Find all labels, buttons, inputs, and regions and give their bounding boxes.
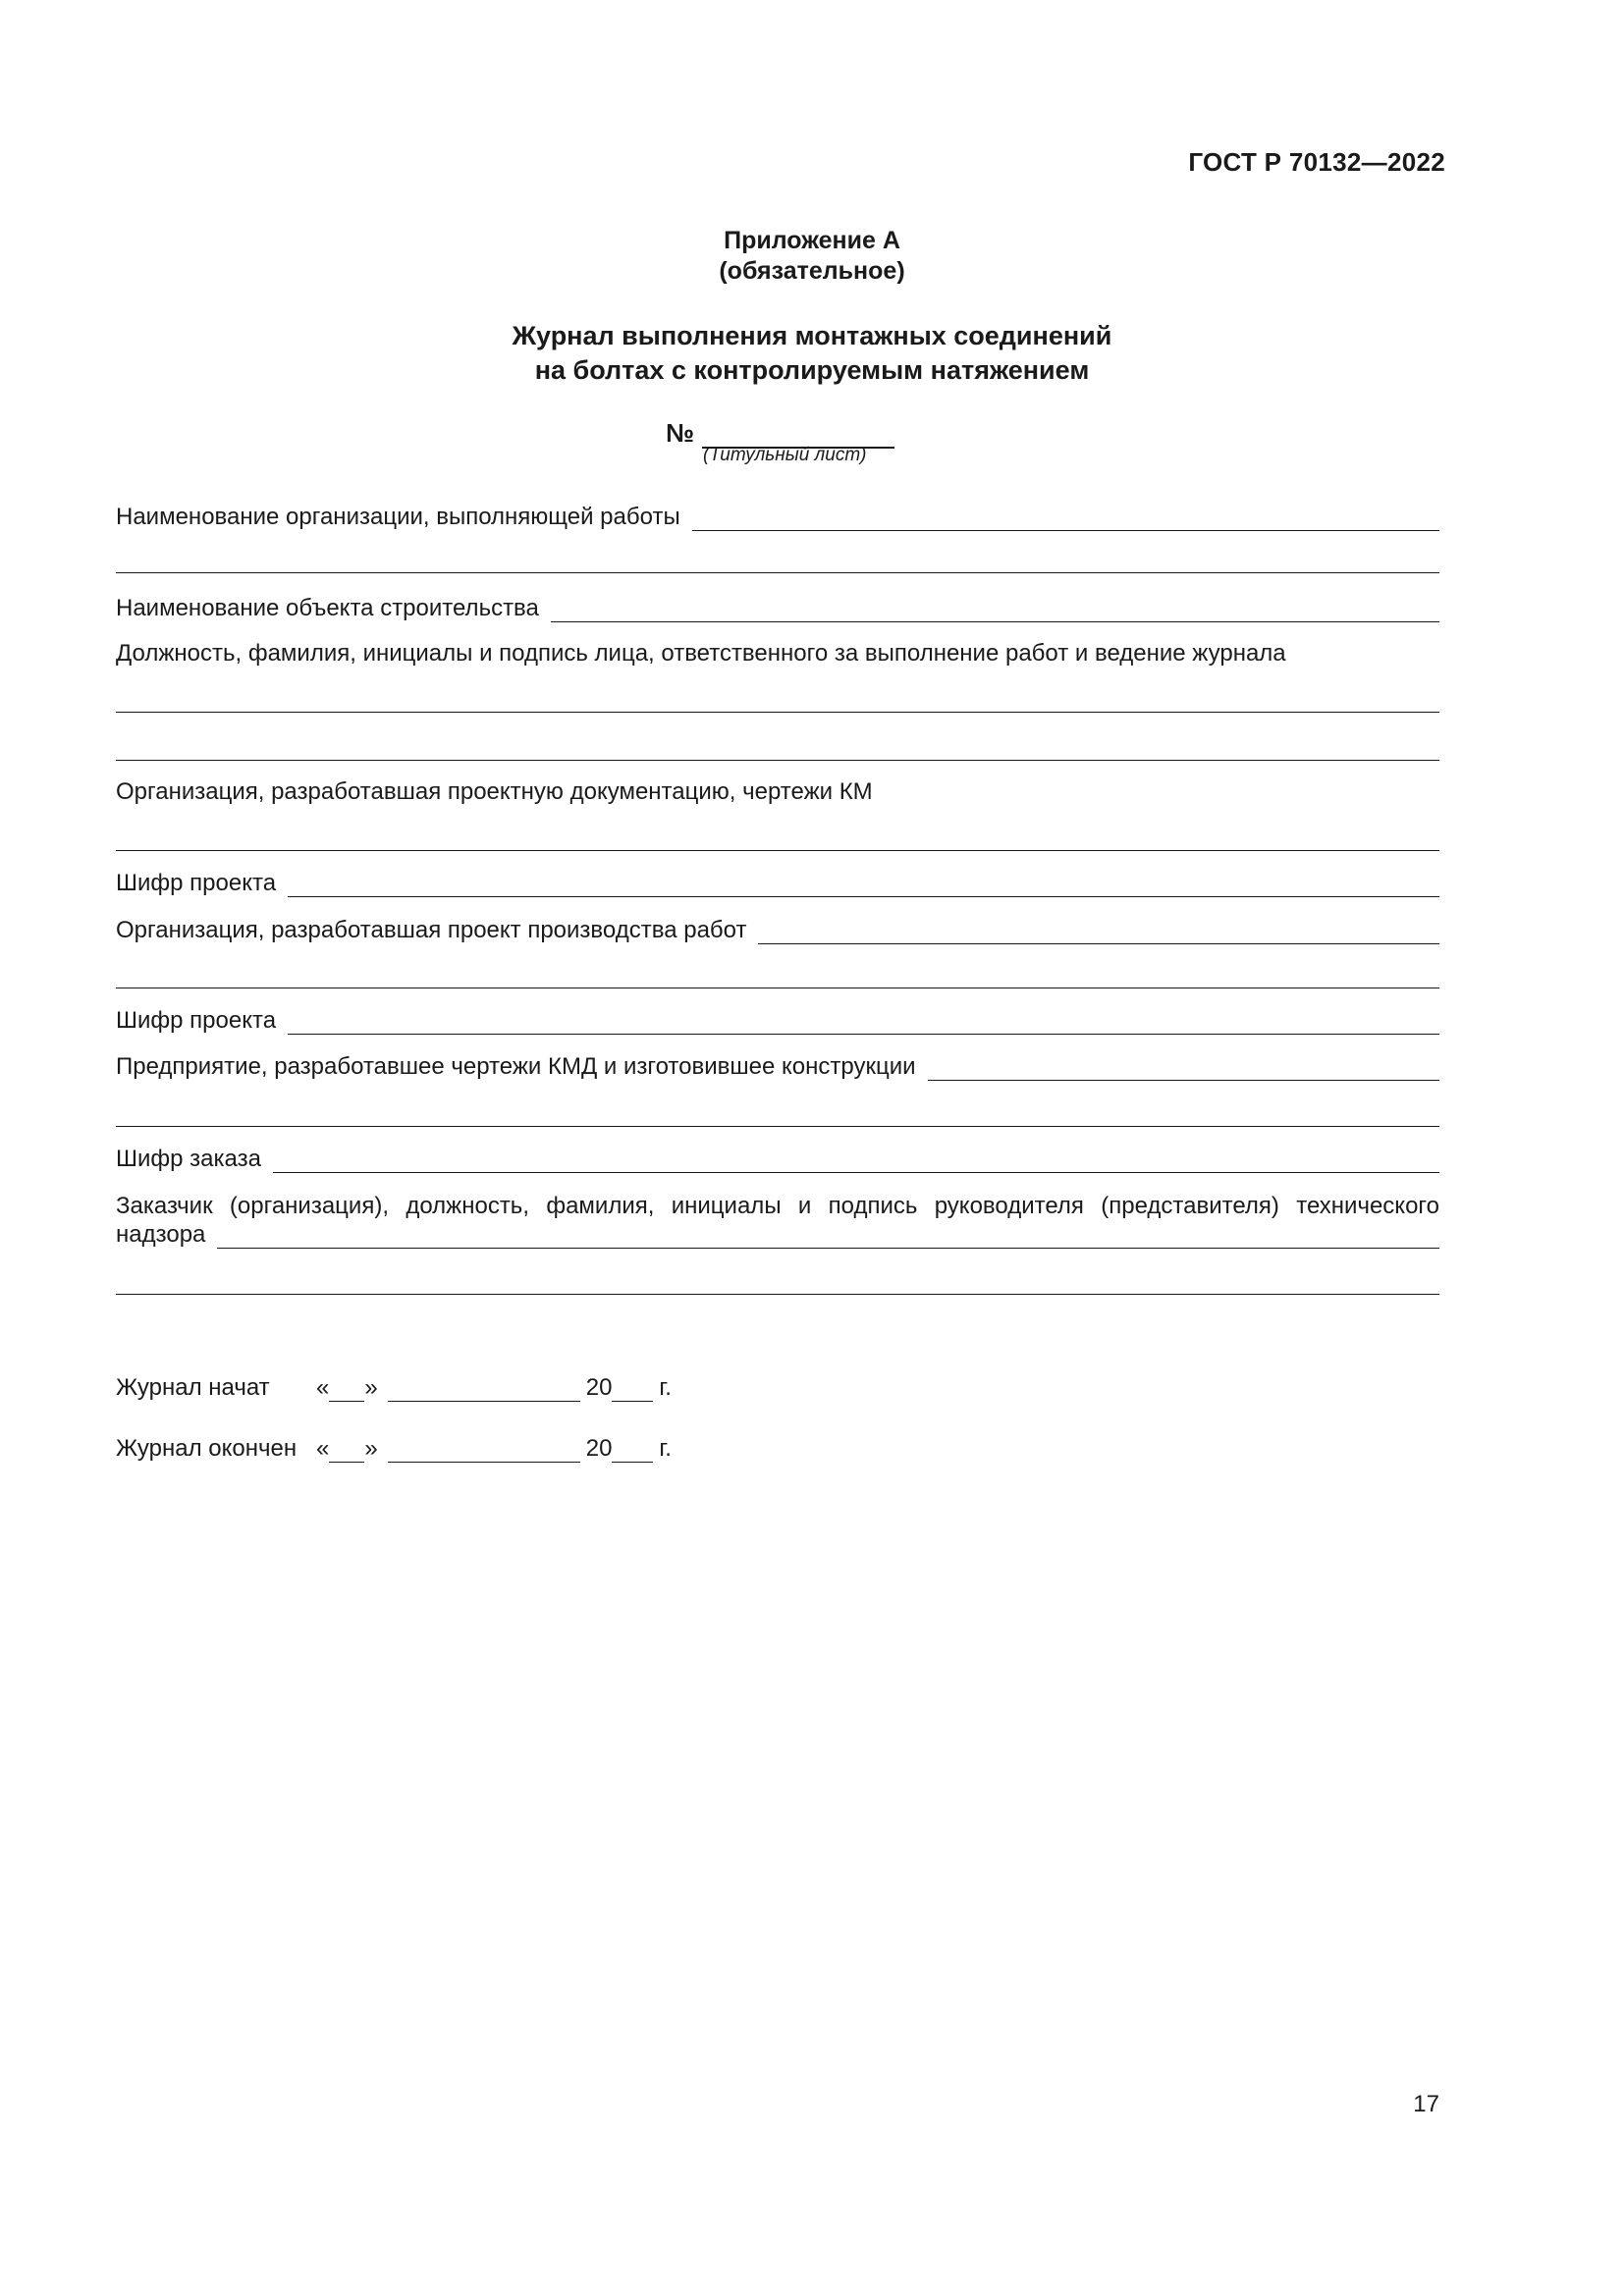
project-code-2-input[interactable] <box>288 1008 1439 1035</box>
customer-input[interactable] <box>217 1222 1439 1249</box>
field-label: Шифр проекта <box>116 1007 277 1034</box>
page-number: 17 <box>1413 2091 1439 2117</box>
field-label: Предприятие, разработавшее чертежи КМД и изготовившее конструкции <box>116 1053 916 1080</box>
started-year-input[interactable] <box>612 1377 653 1402</box>
number-sign: № <box>666 418 694 448</box>
year-suffix: г. <box>659 1374 672 1401</box>
field-design-org <box>116 778 1439 806</box>
journal-started-row <box>116 1374 672 1402</box>
responsible-input[interactable] <box>116 712 1439 713</box>
started-label: Журнал начат <box>116 1374 270 1401</box>
field-label: Заказчик (организация), должность, фамилия, инициалы и подпись руководителя (представителя) технического <box>116 1193 1439 1219</box>
open-quote: « <box>316 1374 330 1401</box>
design-org-input[interactable] <box>116 850 1439 851</box>
field-customer-line2 <box>116 1221 1439 1249</box>
kmd-org-input-continued[interactable] <box>116 1126 1439 1127</box>
responsible-input-continued[interactable] <box>116 760 1439 761</box>
appendix-title: Приложение А <box>724 227 900 254</box>
field-ppr-org <box>116 917 1439 944</box>
field-label: Наименование организации, выполняющей работы <box>116 504 680 530</box>
field-customer <box>116 1191 1439 1221</box>
field-order-code <box>116 1146 1439 1173</box>
org-works-input[interactable] <box>692 505 1439 531</box>
field-object <box>116 595 1439 622</box>
field-project-code-1 <box>116 870 1439 897</box>
ppr-org-input[interactable] <box>758 918 1439 944</box>
field-label: Организация, разработавшая проектную документацию, чертежи КМ <box>116 778 873 805</box>
finished-month-input[interactable] <box>388 1438 580 1463</box>
finished-day-input[interactable] <box>329 1438 364 1463</box>
field-responsible <box>116 640 1439 667</box>
year-suffix: г. <box>659 1435 672 1462</box>
journal-title-line-1: Журнал выполнения монтажных соединений <box>512 321 1112 350</box>
journal-title <box>0 319 1624 388</box>
open-quote: « <box>316 1435 330 1462</box>
appendix-status: (обязательное) <box>719 257 905 285</box>
year-prefix: 20 <box>585 1435 613 1462</box>
project-code-1-input[interactable] <box>288 871 1439 897</box>
field-kmd-org <box>116 1053 1439 1081</box>
kmd-org-input[interactable] <box>928 1054 1440 1081</box>
field-label: надзора <box>116 1221 206 1248</box>
field-label: Наименование объекта строительства <box>116 595 539 621</box>
started-day-input[interactable] <box>329 1377 364 1402</box>
org-works-input-continued[interactable] <box>116 572 1439 573</box>
field-label: Организация, разработавшая проект производства работ <box>116 917 747 943</box>
finished-label: Журнал окончен <box>116 1435 298 1462</box>
close-quote: » <box>364 1374 378 1401</box>
field-label: Должность, фамилия, инициалы и подпись лица, ответственного за выполнение работ и ведение журнала <box>116 640 1286 667</box>
standard-number: ГОСТ Р 70132—2022 <box>1188 147 1445 177</box>
finished-year-input[interactable] <box>612 1438 653 1463</box>
started-month-input[interactable] <box>388 1377 580 1402</box>
field-project-code-2 <box>116 1007 1439 1035</box>
field-label: Шифр заказа <box>116 1146 261 1172</box>
close-quote: » <box>364 1435 378 1462</box>
customer-input-continued[interactable] <box>116 1294 1439 1295</box>
year-prefix: 20 <box>585 1374 613 1401</box>
title-page-caption: (Титульный лист) <box>703 445 867 465</box>
order-code-input[interactable] <box>273 1147 1439 1173</box>
object-input[interactable] <box>551 596 1439 622</box>
appendix-heading <box>0 226 1624 287</box>
journal-title-line-2: на болтах с контролируемым натяжением <box>534 355 1090 385</box>
field-label: Шифр проекта <box>116 870 277 896</box>
field-org-works <box>116 504 1439 531</box>
journal-finished-row <box>116 1435 672 1463</box>
